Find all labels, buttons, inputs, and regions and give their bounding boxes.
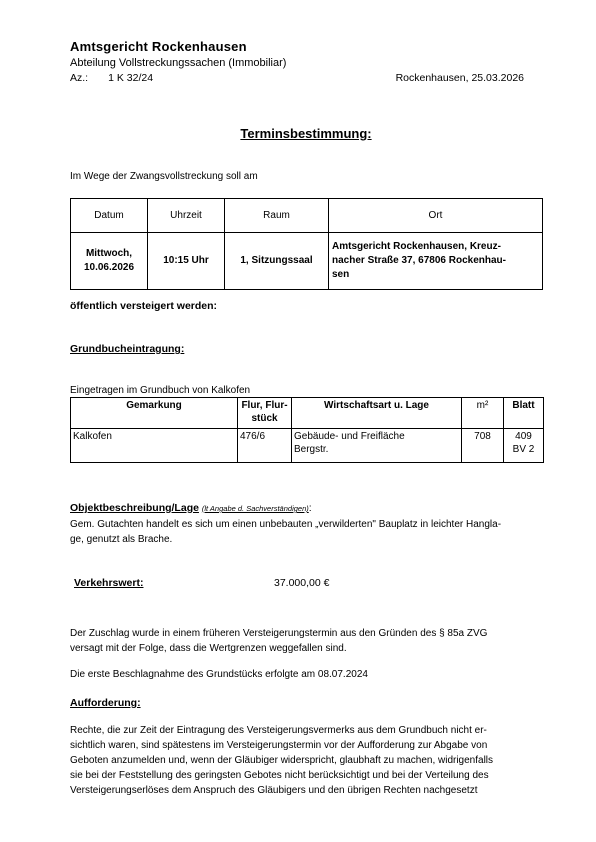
objekt-line: Gem. Gutachten handelt es sich um einen unbebauten „verwilderten" Bauplatz in leichter Hangla- bbox=[70, 519, 502, 530]
aufforderung-line: Geboten anzumelden und, wenn der Gläubiger widerspricht, glaubhaft zu machen, widrigenfalls bbox=[70, 755, 494, 766]
cell-datum bbox=[71, 233, 148, 290]
header-uhrzeit: Uhrzeit bbox=[148, 199, 225, 233]
cell-gemarkung: Kalkofen bbox=[71, 429, 238, 463]
file-reference bbox=[70, 72, 153, 84]
termin-table-row bbox=[71, 233, 543, 290]
verkehrswert-value: 37.000,00 € bbox=[274, 577, 330, 589]
cell-qm: 708 bbox=[462, 429, 504, 463]
aufforderung-line: Rechte, die zur Zeit der Eintragung des Versteigerungsvermerks aus dem Grundbuch nicht er- bbox=[70, 725, 487, 736]
grundbuch-heading: Grundbucheintragung: bbox=[70, 343, 185, 355]
blatt-line: 409 bbox=[515, 431, 532, 442]
az-label: Az.: bbox=[70, 72, 89, 84]
header-wirtschaftsart: Wirtschaftsart u. Lage bbox=[292, 398, 462, 429]
header-qm: m² bbox=[462, 398, 504, 429]
aufforderung-line: Versteigerungserlöses dem Anspruch des Gläubigers und den übrigen Rechten nachgesetzt bbox=[70, 785, 478, 796]
cell-raum: 1, Sitzungssaal bbox=[225, 233, 329, 290]
header-flur-line: Flur, Flur- bbox=[241, 400, 288, 411]
grundbuch-table-header bbox=[71, 398, 544, 429]
wirtschaftsart-line: Gebäude- und Freifläche bbox=[294, 431, 405, 442]
datum-date: 10.06.2026 bbox=[83, 262, 135, 273]
cell-wirtschaftsart bbox=[292, 429, 462, 463]
termin-table-header bbox=[71, 199, 543, 233]
zuschlag-text bbox=[70, 626, 542, 656]
aufforderung-text bbox=[70, 723, 542, 798]
objekt-text bbox=[70, 517, 542, 547]
ort-line: Amtsgericht Rockenhausen, Kreuz- bbox=[332, 241, 501, 252]
cell-ort bbox=[329, 233, 543, 290]
department: Abteilung Vollstreckungssachen (Immobiliar) bbox=[70, 57, 287, 69]
objekt-colon: : bbox=[308, 502, 312, 514]
verkehrswert-label: Verkehrswert: bbox=[74, 577, 144, 589]
aufforderung-heading: Aufforderung: bbox=[70, 697, 141, 709]
termin-table bbox=[70, 198, 543, 290]
grundbuch-intro: Eingetragen im Grundbuch von Kalkofen bbox=[70, 385, 251, 396]
court-name: Amtsgericht Rockenhausen bbox=[70, 39, 247, 54]
zuschlag-line: versagt mit der Folge, dass die Wertgrenzen weggefallen sind. bbox=[70, 643, 347, 654]
grundbuch-table bbox=[70, 397, 544, 463]
objekt-note: (lt Angabe d. Sachverständigen) bbox=[201, 504, 309, 513]
header-blatt: Blatt bbox=[504, 398, 544, 429]
beschlagnahme-text: Die erste Beschlagnahme des Grundstücks erfolgte am 08.07.2024 bbox=[70, 669, 368, 680]
blatt-line: BV 2 bbox=[512, 444, 535, 455]
datum-weekday: Mittwoch, bbox=[85, 248, 133, 259]
objekt-title: Objektbeschreibung/Lage bbox=[70, 502, 199, 514]
grundbuch-table-row bbox=[71, 429, 544, 463]
az-number: 1 K 32/24 bbox=[108, 72, 154, 84]
place-date: Rockenhausen, 25.03.2026 bbox=[395, 72, 524, 84]
zuschlag-line: Der Zuschlag wurde in einem früheren Versteigerungstermin aus den Gründen des § 85a ZVG bbox=[70, 628, 488, 639]
page-title: Terminsbestimmung: bbox=[240, 126, 372, 141]
versteigert-text: öffentlich versteigert werden: bbox=[70, 300, 218, 312]
ort-line: sen bbox=[332, 269, 350, 280]
objekt-heading bbox=[70, 502, 312, 514]
header-flur bbox=[238, 398, 292, 429]
wirtschaftsart-line: Bergstr. bbox=[294, 444, 329, 455]
header-ort: Ort bbox=[329, 199, 543, 233]
intro-text: Im Wege der Zwangsvollstreckung soll am bbox=[70, 171, 258, 182]
cell-uhrzeit: 10:15 Uhr bbox=[148, 233, 225, 290]
header-raum: Raum bbox=[225, 199, 329, 233]
cell-flur: 476/6 bbox=[238, 429, 292, 463]
header-gemarkung: Gemarkung bbox=[71, 398, 238, 429]
header-flur-line: stück bbox=[251, 413, 278, 424]
aufforderung-line: sie bei der Feststellung des geringsten Gebotes nicht berücksichtigt und bei der Verteilung des bbox=[70, 770, 489, 781]
objekt-line: ge, genutzt als Brache. bbox=[70, 534, 173, 545]
header-datum: Datum bbox=[71, 199, 148, 233]
aufforderung-line: sichtlich waren, sind spätestens im Versteigerungstermin vor der Aufforderung zur Abgabe von bbox=[70, 740, 488, 751]
cell-blatt bbox=[504, 429, 544, 463]
ort-line: nacher Straße 37, 67806 Rockenhau- bbox=[332, 255, 506, 266]
